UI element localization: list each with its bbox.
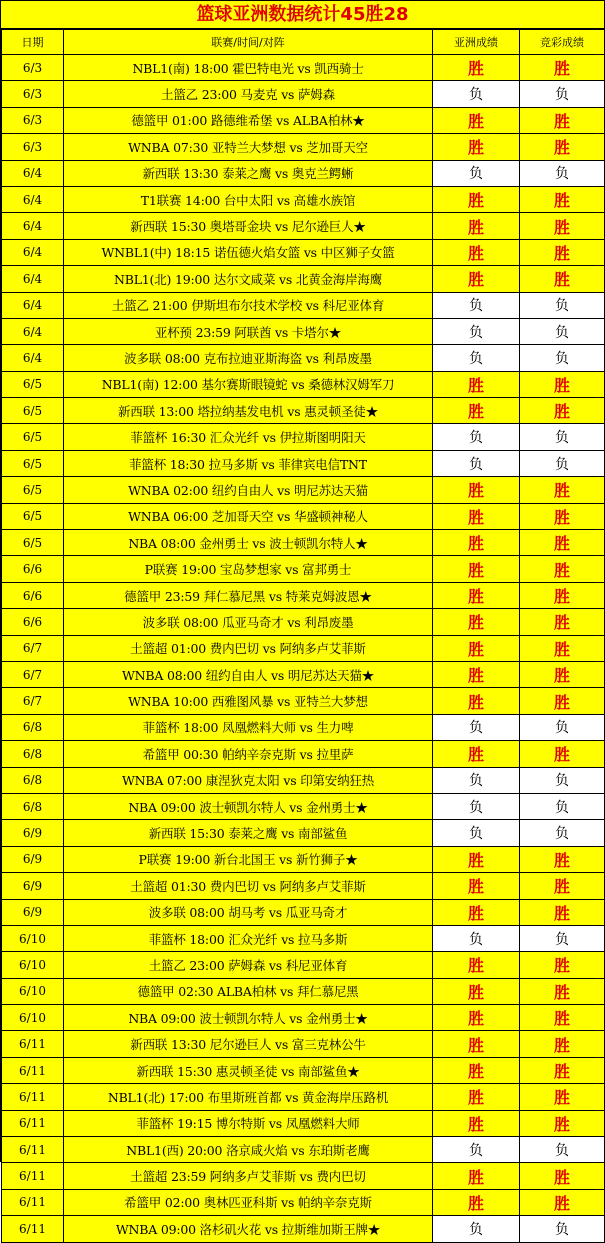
row-match: WNBA 08:00 纽约自由人 vs 明尼苏达天猫★ xyxy=(64,661,433,687)
row-date: 6/5 xyxy=(2,530,64,556)
row-asia-result: 负 xyxy=(433,714,520,740)
table-row xyxy=(2,820,605,846)
table-row xyxy=(2,450,605,476)
row-jc-result: 负 xyxy=(520,767,605,793)
row-date: 6/4 xyxy=(2,239,64,265)
row-jc-result: 胜 xyxy=(520,582,605,608)
row-date: 6/9 xyxy=(2,820,64,846)
row-match: 菲篮杯 19:15 博尔特斯 vs 凤凰燃料大师 xyxy=(64,1110,433,1136)
row-date: 6/4 xyxy=(2,266,64,292)
row-jc-result: 负 xyxy=(520,793,605,819)
row-jc-result: 胜 xyxy=(520,635,605,661)
row-asia-result: 胜 xyxy=(433,661,520,687)
row-match: 波多联 08:00 瓜亚马奇才 vs 利昂废墨 xyxy=(64,609,433,635)
row-jc-result: 胜 xyxy=(520,952,605,978)
row-match: 菲篮杯 18:30 拉马多斯 vs 菲律宾电信TNT xyxy=(64,450,433,476)
row-asia-result: 胜 xyxy=(433,107,520,133)
table-row xyxy=(2,873,605,899)
row-date: 6/5 xyxy=(2,371,64,397)
table-row xyxy=(2,1163,605,1189)
row-match: 土篮乙 23:00 萨姆森 vs 科尼亚体育 xyxy=(64,952,433,978)
row-asia-result: 胜 xyxy=(433,635,520,661)
row-asia-result: 胜 xyxy=(433,556,520,582)
row-jc-result: 胜 xyxy=(520,55,605,81)
row-date: 6/6 xyxy=(2,609,64,635)
table-body xyxy=(2,55,605,1243)
table-row xyxy=(2,846,605,872)
row-date: 6/8 xyxy=(2,741,64,767)
row-match: 新西联 13:30 尼尔逊巨人 vs 富三克林公牛 xyxy=(64,1031,433,1057)
row-date: 6/11 xyxy=(2,1216,64,1242)
row-date: 6/7 xyxy=(2,635,64,661)
row-date: 6/5 xyxy=(2,477,64,503)
row-asia-result: 胜 xyxy=(433,873,520,899)
header-date: 日期 xyxy=(2,30,64,55)
row-jc-result: 负 xyxy=(520,81,605,107)
row-date: 6/11 xyxy=(2,1137,64,1163)
row-asia-result: 胜 xyxy=(433,1005,520,1031)
row-date: 6/8 xyxy=(2,793,64,819)
row-jc-result: 负 xyxy=(520,292,605,318)
table-row xyxy=(2,688,605,714)
row-match: WNBA 02:00 纽约自由人 vs 明尼苏达天猫 xyxy=(64,477,433,503)
row-match: 新西联 15:30 惠灵顿圣徒 vs 南部鲨鱼★ xyxy=(64,1057,433,1083)
row-asia-result: 胜 xyxy=(433,186,520,212)
row-jc-result: 负 xyxy=(520,318,605,344)
row-date: 6/11 xyxy=(2,1110,64,1136)
row-match: 新西联 13:30 泰莱之鹰 vs 奥克兰鳄蜥 xyxy=(64,160,433,186)
table-row xyxy=(2,767,605,793)
row-asia-result: 胜 xyxy=(433,371,520,397)
table-row xyxy=(2,635,605,661)
row-jc-result: 胜 xyxy=(520,266,605,292)
row-asia-result: 负 xyxy=(433,793,520,819)
row-asia-result: 胜 xyxy=(433,741,520,767)
row-jc-result: 胜 xyxy=(520,1084,605,1110)
row-jc-result: 胜 xyxy=(520,134,605,160)
row-asia-result: 负 xyxy=(433,925,520,951)
row-match: WNBL1(中) 18:15 诺伍德火焰女篮 vs 中区狮子女篮 xyxy=(64,239,433,265)
row-match: T1联赛 14:00 台中太阳 vs 高雄水族馆 xyxy=(64,186,433,212)
row-date: 6/8 xyxy=(2,714,64,740)
table-row xyxy=(2,160,605,186)
row-asia-result: 负 xyxy=(433,160,520,186)
row-date: 6/5 xyxy=(2,424,64,450)
row-date: 6/4 xyxy=(2,213,64,239)
row-match: 菲篮杯 18:00 汇众光纤 vs 拉马多斯 xyxy=(64,925,433,951)
table-row xyxy=(2,1031,605,1057)
row-match: 土篮超 01:30 费内巴切 vs 阿纳多卢艾菲斯 xyxy=(64,873,433,899)
row-jc-result: 胜 xyxy=(520,530,605,556)
row-date: 6/5 xyxy=(2,398,64,424)
row-match: NBL1(西) 20:00 洛京咸火焰 vs 东珀斯老鹰 xyxy=(64,1137,433,1163)
row-jc-result: 胜 xyxy=(520,741,605,767)
table-row xyxy=(2,793,605,819)
row-jc-result: 胜 xyxy=(520,186,605,212)
row-date: 6/4 xyxy=(2,318,64,344)
table-row xyxy=(2,398,605,424)
row-jc-result: 负 xyxy=(520,1137,605,1163)
row-match: NBA 09:00 波士顿凯尔特人 vs 金州勇士★ xyxy=(64,1005,433,1031)
row-match: 希篮甲 00:30 帕纳辛奈克斯 vs 拉里萨 xyxy=(64,741,433,767)
row-asia-result: 胜 xyxy=(433,266,520,292)
row-asia-result: 负 xyxy=(433,767,520,793)
row-date: 6/3 xyxy=(2,107,64,133)
header-match: 联赛/时间/对阵 xyxy=(64,30,433,55)
table-row xyxy=(2,292,605,318)
header-asia-result: 亚洲成绩 xyxy=(433,30,520,55)
table-row xyxy=(2,582,605,608)
row-match: 德篮甲 01:00 路德维希堡 vs ALBA柏林★ xyxy=(64,107,433,133)
row-jc-result: 负 xyxy=(520,1216,605,1242)
row-asia-result: 胜 xyxy=(433,1110,520,1136)
row-date: 6/11 xyxy=(2,1031,64,1057)
row-match: 新西联 15:30 泰莱之鹰 vs 南部鲨鱼 xyxy=(64,820,433,846)
row-asia-result: 胜 xyxy=(433,213,520,239)
row-date: 6/9 xyxy=(2,846,64,872)
row-asia-result: 胜 xyxy=(433,1057,520,1083)
row-jc-result: 胜 xyxy=(520,873,605,899)
row-asia-result: 胜 xyxy=(433,1163,520,1189)
row-match: 土篮乙 21:00 伊斯坦布尔技术学校 vs 科尼亚体育 xyxy=(64,292,433,318)
table-row xyxy=(2,1057,605,1083)
row-asia-result: 胜 xyxy=(433,609,520,635)
row-match: 新西联 13:00 塔拉纳基发电机 vs 惠灵顿圣徒★ xyxy=(64,398,433,424)
row-asia-result: 胜 xyxy=(433,978,520,1004)
row-date: 6/9 xyxy=(2,899,64,925)
row-match: 德篮甲 23:59 拜仁慕尼黑 vs 特莱克姆波恩★ xyxy=(64,582,433,608)
row-match: 土篮超 01:00 费内巴切 vs 阿纳多卢艾菲斯 xyxy=(64,635,433,661)
row-asia-result: 胜 xyxy=(433,1084,520,1110)
row-jc-result: 负 xyxy=(520,925,605,951)
table-row xyxy=(2,1216,605,1242)
row-asia-result: 胜 xyxy=(433,134,520,160)
row-jc-result: 胜 xyxy=(520,477,605,503)
table-row xyxy=(2,318,605,344)
table-row xyxy=(2,503,605,529)
row-date: 6/11 xyxy=(2,1189,64,1215)
row-match: 亚杯预 23:59 阿联酋 vs 卡塔尔★ xyxy=(64,318,433,344)
row-jc-result: 胜 xyxy=(520,1005,605,1031)
row-jc-result: 负 xyxy=(520,160,605,186)
row-date: 6/3 xyxy=(2,134,64,160)
row-asia-result: 胜 xyxy=(433,398,520,424)
table-row xyxy=(2,556,605,582)
row-date: 6/3 xyxy=(2,55,64,81)
row-match: WNBA 06:00 芝加哥天空 vs 华盛顿神秘人 xyxy=(64,503,433,529)
row-asia-result: 胜 xyxy=(433,952,520,978)
row-asia-result: 胜 xyxy=(433,477,520,503)
row-jc-result: 胜 xyxy=(520,1163,605,1189)
table-row xyxy=(2,1110,605,1136)
row-date: 6/9 xyxy=(2,873,64,899)
row-asia-result: 负 xyxy=(433,424,520,450)
row-jc-result: 胜 xyxy=(520,609,605,635)
row-date: 6/10 xyxy=(2,925,64,951)
row-match: WNBA 10:00 西雅图风暴 vs 亚特兰大梦想 xyxy=(64,688,433,714)
row-asia-result: 胜 xyxy=(433,503,520,529)
table-row xyxy=(2,213,605,239)
row-match: 波多联 08:00 克布拉迪亚斯海盗 vs 利昂废墨 xyxy=(64,345,433,371)
row-asia-result: 胜 xyxy=(433,846,520,872)
row-match: NBL1(南) 18:00 霍巴特电光 vs 凯西骑士 xyxy=(64,55,433,81)
row-date: 6/4 xyxy=(2,292,64,318)
row-match: P联赛 19:00 新台北国王 vs 新竹狮子★ xyxy=(64,846,433,872)
row-asia-result: 胜 xyxy=(433,530,520,556)
table-row xyxy=(2,266,605,292)
table-row xyxy=(2,134,605,160)
table-row xyxy=(2,1137,605,1163)
row-match: 德篮甲 02:30 ALBA柏林 vs 拜仁慕尼黑 xyxy=(64,978,433,1004)
row-jc-result: 胜 xyxy=(520,239,605,265)
row-date: 6/4 xyxy=(2,186,64,212)
results-table xyxy=(1,29,605,1243)
row-match: 新西联 15:30 奥塔哥金块 vs 尼尔逊巨人★ xyxy=(64,213,433,239)
row-match: 土篮超 23:59 阿纳多卢艾菲斯 vs 费内巴切 xyxy=(64,1163,433,1189)
table-header xyxy=(2,30,605,55)
table-row xyxy=(2,81,605,107)
row-date: 6/11 xyxy=(2,1084,64,1110)
row-jc-result: 胜 xyxy=(520,899,605,925)
row-match: NBA 09:00 波士顿凯尔特人 vs 金州勇士★ xyxy=(64,793,433,819)
row-date: 6/5 xyxy=(2,503,64,529)
row-date: 6/4 xyxy=(2,160,64,186)
row-asia-result: 胜 xyxy=(433,899,520,925)
table-row xyxy=(2,1005,605,1031)
table-row xyxy=(2,345,605,371)
row-date: 6/11 xyxy=(2,1163,64,1189)
row-asia-result: 负 xyxy=(433,345,520,371)
row-jc-result: 负 xyxy=(520,714,605,740)
header-jc-result: 竞彩成绩 xyxy=(520,30,605,55)
row-match: WNBA 09:00 洛杉矶火花 vs 拉斯维加斯王牌★ xyxy=(64,1216,433,1242)
row-jc-result: 胜 xyxy=(520,1110,605,1136)
row-match: NBL1(北) 19:00 达尔文咸菜 vs 北黄金海岸海鹰 xyxy=(64,266,433,292)
table-row xyxy=(2,424,605,450)
table-row xyxy=(2,714,605,740)
row-match: 菲篮杯 16:30 汇众光纤 vs 伊拉斯图明阳天 xyxy=(64,424,433,450)
table-row xyxy=(2,952,605,978)
row-asia-result: 胜 xyxy=(433,582,520,608)
row-jc-result: 负 xyxy=(520,820,605,846)
table-row xyxy=(2,1189,605,1215)
table-row xyxy=(2,107,605,133)
row-jc-result: 胜 xyxy=(520,688,605,714)
row-date: 6/3 xyxy=(2,81,64,107)
row-jc-result: 胜 xyxy=(520,107,605,133)
row-date: 6/8 xyxy=(2,767,64,793)
table-row xyxy=(2,925,605,951)
row-match: NBL1(南) 12:00 基尔赛斯眼镜蛇 vs 桑德林汉姆军刀 xyxy=(64,371,433,397)
row-match: NBA 08:00 金州勇士 vs 波士顿凯尔特人★ xyxy=(64,530,433,556)
row-match: 菲篮杯 18:00 凤凰燃料大师 vs 生力啤 xyxy=(64,714,433,740)
row-jc-result: 胜 xyxy=(520,661,605,687)
row-date: 6/5 xyxy=(2,450,64,476)
row-jc-result: 胜 xyxy=(520,1031,605,1057)
row-asia-result: 负 xyxy=(433,292,520,318)
table-row xyxy=(2,1084,605,1110)
row-asia-result: 胜 xyxy=(433,239,520,265)
row-date: 6/10 xyxy=(2,978,64,1004)
row-jc-result: 负 xyxy=(520,450,605,476)
row-jc-result: 负 xyxy=(520,345,605,371)
row-date: 6/10 xyxy=(2,952,64,978)
row-jc-result: 负 xyxy=(520,424,605,450)
table-row xyxy=(2,530,605,556)
sheet-title: 篮球亚洲数据统计45胜28 xyxy=(1,1,604,29)
row-match: 波多联 08:00 胡马考 vs 瓜亚马奇才 xyxy=(64,899,433,925)
row-match: 土篮乙 23:00 马麦克 vs 萨姆森 xyxy=(64,81,433,107)
row-date: 6/6 xyxy=(2,556,64,582)
table-row xyxy=(2,899,605,925)
row-date: 6/7 xyxy=(2,661,64,687)
table-row xyxy=(2,239,605,265)
table-row xyxy=(2,55,605,81)
table-row xyxy=(2,477,605,503)
row-jc-result: 胜 xyxy=(520,1189,605,1215)
row-match: WNBA 07:30 亚特兰大梦想 vs 芝加哥天空 xyxy=(64,134,433,160)
row-match: NBL1(北) 17:00 布里斯班首都 vs 黄金海岸压路机 xyxy=(64,1084,433,1110)
row-asia-result: 胜 xyxy=(433,1031,520,1057)
table-row xyxy=(2,609,605,635)
row-match: P联赛 19:00 宝岛梦想家 vs 富邦勇士 xyxy=(64,556,433,582)
row-jc-result: 胜 xyxy=(520,503,605,529)
row-jc-result: 胜 xyxy=(520,398,605,424)
row-jc-result: 胜 xyxy=(520,1057,605,1083)
row-asia-result: 胜 xyxy=(433,688,520,714)
row-asia-result: 胜 xyxy=(433,1189,520,1215)
row-asia-result: 胜 xyxy=(433,55,520,81)
row-asia-result: 负 xyxy=(433,450,520,476)
row-date: 6/10 xyxy=(2,1005,64,1031)
row-asia-result: 负 xyxy=(433,1137,520,1163)
row-match: WNBA 07:00 康涅狄克太阳 vs 印第安纳狂热 xyxy=(64,767,433,793)
table-row xyxy=(2,741,605,767)
table-row xyxy=(2,186,605,212)
row-asia-result: 负 xyxy=(433,81,520,107)
row-date: 6/11 xyxy=(2,1057,64,1083)
row-jc-result: 胜 xyxy=(520,978,605,1004)
row-date: 6/7 xyxy=(2,688,64,714)
table-row xyxy=(2,371,605,397)
row-jc-result: 胜 xyxy=(520,371,605,397)
row-date: 6/6 xyxy=(2,582,64,608)
row-asia-result: 负 xyxy=(433,820,520,846)
table-row xyxy=(2,661,605,687)
table-row xyxy=(2,978,605,1004)
row-date: 6/4 xyxy=(2,345,64,371)
row-asia-result: 负 xyxy=(433,318,520,344)
row-asia-result: 负 xyxy=(433,1216,520,1242)
row-match: 希篮甲 02:00 奥林匹亚科斯 vs 帕纳辛奈克斯 xyxy=(64,1189,433,1215)
row-jc-result: 胜 xyxy=(520,213,605,239)
row-jc-result: 胜 xyxy=(520,556,605,582)
row-jc-result: 胜 xyxy=(520,846,605,872)
